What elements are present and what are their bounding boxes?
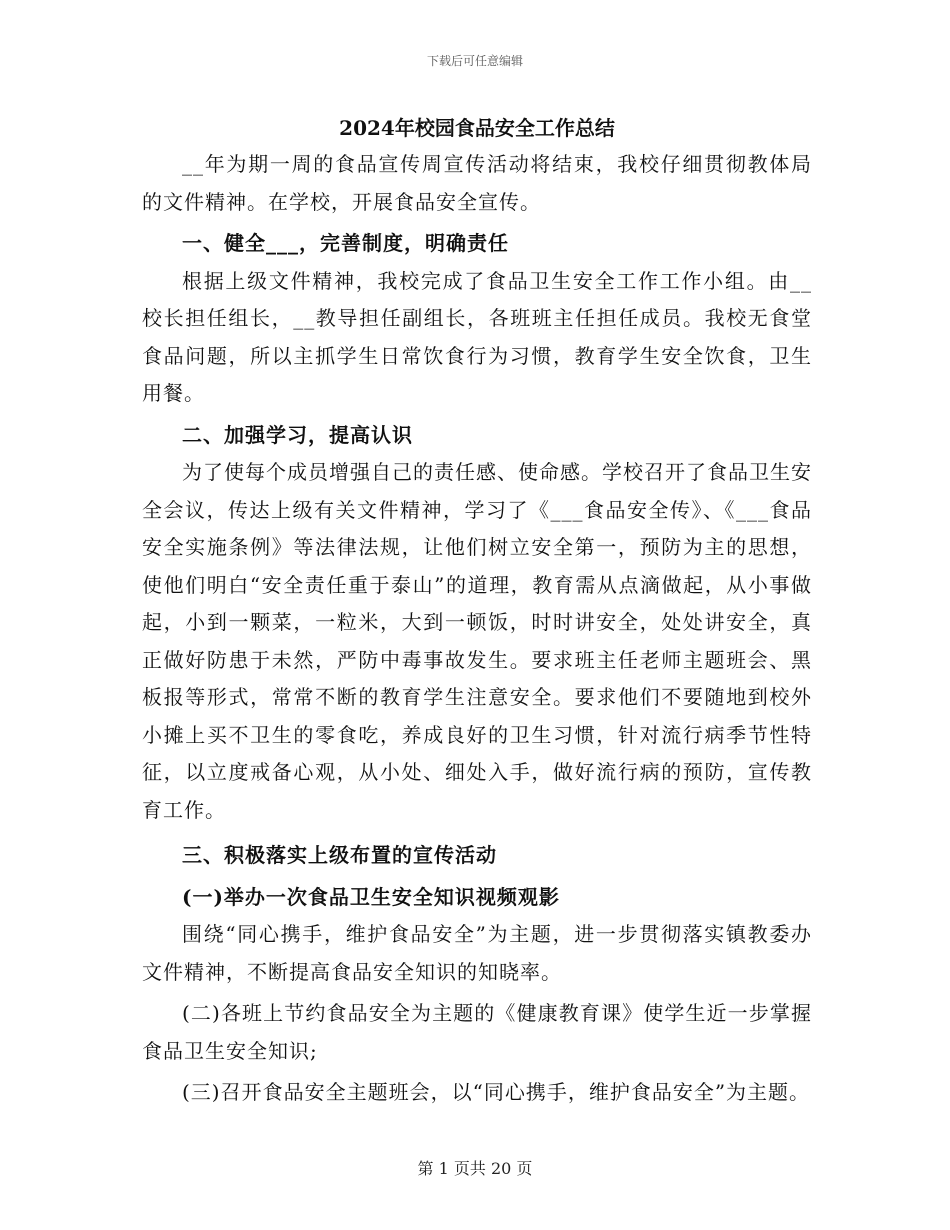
document-title: 2024年校园食品安全工作总结 bbox=[339, 116, 615, 140]
section3-sub3-paragraph: (三)召开食品安全主题班会，以“同心携手，维护食品安全”为主题。 bbox=[182, 1080, 811, 1104]
section2-heading: 二、加强学习，提高认识 bbox=[182, 422, 413, 447]
document-body bbox=[142, 110, 812, 1112]
section3-sub1-heading: (一)举办一次食品卫生安全知识视频观影 bbox=[182, 884, 560, 909]
section1-heading: 一、健全___，完善制度，明确责任 bbox=[182, 231, 509, 255]
section1-paragraph: 根据上级文件精神，我校完成了食品卫生安全工作工作小组。由__校长担任组长，__教导担任副组长，各班班主任担任成员。我校无食堂食品问题，所以主抓学生日常饮食行为习惯，教育学生安全饮食，卫生用餐。 bbox=[142, 268, 812, 405]
section3-sub2-paragraph: (二)各班上节约食品安全为主题的《健康教育课》使学生近一步掌握食品卫生安全知识; bbox=[142, 1001, 812, 1063]
section3-sub1-paragraph: 围绕“同心携手，维护食品安全”为主题，进一步贯彻落实镇教委办文件精神，不断提高食品安全知识的知晓率。 bbox=[142, 922, 812, 984]
page-number: 第 1 页共 20 页 bbox=[417, 1159, 533, 1178]
section3-heading: 三、积极落实上级布置的宣传活动 bbox=[182, 843, 497, 867]
intro-paragraph: __年为期一周的食品宣传周宣传活动将结束，我校仔细贯彻教体局的文件精神。在学校，开展食品安全宣传。 bbox=[142, 152, 812, 214]
page-header-note: 下载后可任意编辑 bbox=[426, 54, 523, 68]
section2-paragraph: 为了使每个成员增强自己的责任感、使命感。学校召开了食品卫生安全会议，传达上级有关文件精神，学习了《___食品安全传》、《___食品安全实施条例》等法律法规，让他们树立安全第一，预防为主的思想，使他们明白“安全责任重于泰山”的道理，教育需从点滴做起，从小事做起，小到一颗菜，一粒米，大到一顿饭，时时讲安全，处处讲安全，真正做好防患于未然，严防中毒事故发生。要求班主任老师主题班会、黑板报等形式，常常不断的教育学生注意安全。要求他们不要随地到校外小摊上买不卫生的零食吃，养成良好的卫生习惯，针对流行病季节性特征，以立度戒备心观，从小处、细处入手，做好流行病的预防，宣传教育工作。 bbox=[142, 460, 812, 822]
